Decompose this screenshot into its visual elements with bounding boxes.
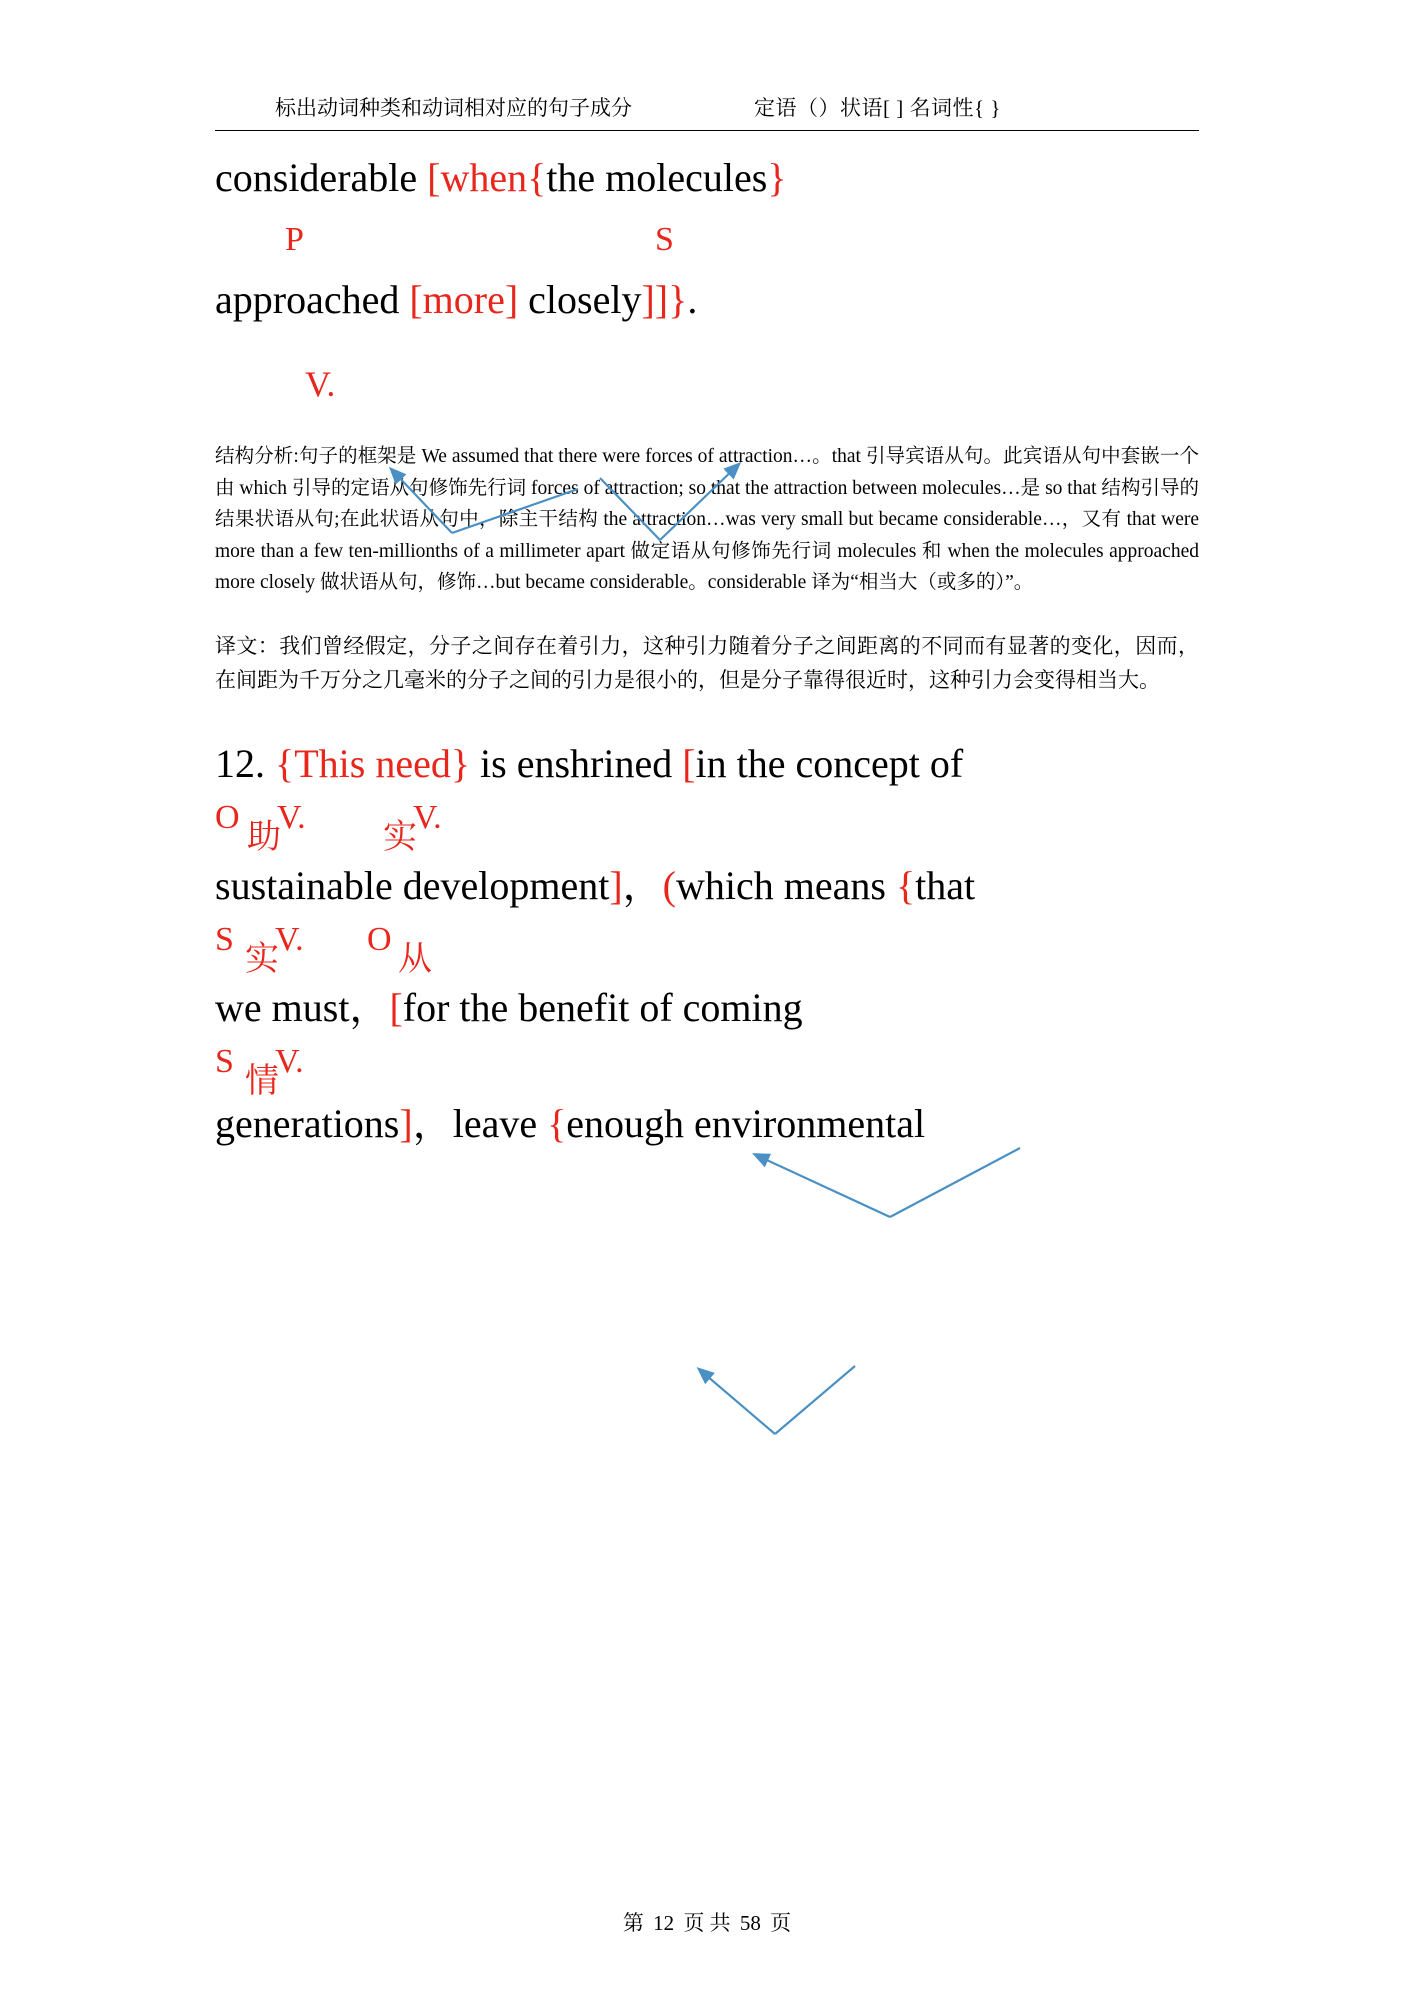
marker-v-1: V. — [305, 364, 336, 404]
line2-period: . — [687, 277, 698, 322]
header-left-text: 标出动词种类和动词相对应的句子成分 — [275, 96, 632, 120]
line2-bracket-more: [more] — [409, 277, 519, 322]
arrow-7 — [700, 1370, 775, 1434]
marker-v-main-1: V. — [413, 798, 442, 836]
item12-l2-bracket: ] — [609, 862, 623, 908]
item12-l2-paren: ( — [662, 862, 676, 908]
line1-bracket-when: [when{ — [427, 155, 547, 200]
item12-line-2 — [215, 862, 1199, 908]
item12-l4-a: generations — [215, 1100, 400, 1146]
marker-shi-2: 实 — [245, 940, 279, 978]
item12-l4-e: enough environmental — [566, 1100, 926, 1146]
marker-s-1: S — [655, 221, 674, 258]
marker-v-modal: V. — [275, 1042, 304, 1080]
item12-marker-row-1 — [215, 785, 1199, 865]
arrow-6 — [890, 1148, 1020, 1217]
footer-page-number: 12 — [653, 1911, 675, 1935]
item12-l2-g: that — [915, 862, 976, 908]
item12-l3-a: we must， — [215, 984, 390, 1030]
item12-l2-a: sustainable development — [215, 862, 610, 908]
line2-segment-c: closely — [518, 277, 642, 322]
item12-l3-bracket: [ — [389, 984, 403, 1030]
arrow-8 — [775, 1366, 855, 1434]
item12-l4-bracket: ] — [399, 1100, 413, 1146]
translation-paragraph: 译文：我们曾经假定，分子之间存在着引力，这种引力随着分子之间距离的不同而有显著的变化，因而，在间距为千万分之几毫米的分子之间的引力是很小的，但是分子靠得很近时，这种引力会变得相当大。 — [215, 633, 1199, 692]
item12-l3-c: for the benefit of coming — [402, 984, 803, 1030]
arrow-5 — [756, 1155, 890, 1217]
item12-l2-brace: { — [895, 862, 916, 908]
page-footer — [0, 1907, 1414, 1937]
sentence-line-2 — [215, 279, 1199, 321]
marker-cong: 从 — [398, 940, 432, 978]
marker-s-2: S — [215, 920, 234, 958]
marker-row-1 — [215, 199, 1199, 279]
item12-line-1 — [215, 740, 1199, 786]
item12-l1-b: is enshrined — [470, 740, 683, 786]
item12-subject-brace: {This need} — [275, 740, 471, 786]
line1-segment-a: considerable — [215, 155, 428, 200]
marker-qing: 情 — [245, 1062, 279, 1100]
item12-marker-row-2 — [215, 907, 1199, 987]
item12-line-3 — [215, 984, 1199, 1030]
item12-l2-comma: ， — [622, 862, 663, 908]
item12-l4-c: ，leave — [412, 1100, 548, 1146]
marker-zhu: 助 — [247, 818, 281, 856]
header-right-legend: 定语（）状语[ ] 名词性{ } — [754, 96, 1001, 120]
footer-suffix: 页 — [770, 1911, 792, 1935]
footer-total-pages: 58 — [739, 1911, 761, 1935]
item12-l2-e: which means — [676, 862, 896, 908]
footer-prefix: 第 — [622, 1911, 644, 1935]
item12-line-4 — [215, 1100, 1199, 1146]
line1-brace-close: } — [767, 155, 787, 200]
marker-row-2 — [215, 321, 1199, 417]
marker-v-main-2: V. — [275, 920, 304, 958]
structure-analysis-paragraph: 结构分析:句子的框架是 We assumed that there were forces of attraction…。that 引导宾语从句。此宾语从句中套嵌一个由 which 引导的定语从句修饰先行词 forces of attraction; so that the attraction between molecules…是 so that 结构引导的结果状语从句;在此状语从句中，除主干结构 the attraction…was very small but became considerable…，又有 that were more than a few ten-millionths of a millimeter apart 做定语从句修饰先行词 molecules 和 when the molecules approached more closely 做状语从句，修饰…but became considerable。considerable 译为“相当大（或多的）”。 — [215, 446, 1199, 594]
marker-v-aux: V. — [277, 798, 306, 836]
marker-p: P — [285, 221, 304, 258]
line1-segment-c: the molecules — [546, 155, 768, 200]
item12-l1-bracket: [ — [682, 740, 696, 786]
item12-marker-row-3 — [215, 1029, 1199, 1103]
marker-o-2: O — [367, 920, 392, 958]
item12-number: 12. — [215, 740, 265, 786]
page-header — [215, 0, 1199, 131]
footer-middle: 页 共 — [683, 1911, 731, 1935]
marker-s-3: S — [215, 1042, 234, 1080]
marker-o-1: O — [215, 798, 240, 836]
marker-shi-1: 实 — [383, 818, 417, 856]
item12-l4-brace: { — [547, 1100, 567, 1146]
document-body — [215, 131, 1199, 1145]
item12-l1-d: in the concept of — [695, 740, 964, 786]
line2-brackets-close: ]]} — [641, 277, 688, 322]
line2-segment-a: approached — [215, 277, 410, 322]
sentence-line-1 — [215, 157, 1199, 199]
